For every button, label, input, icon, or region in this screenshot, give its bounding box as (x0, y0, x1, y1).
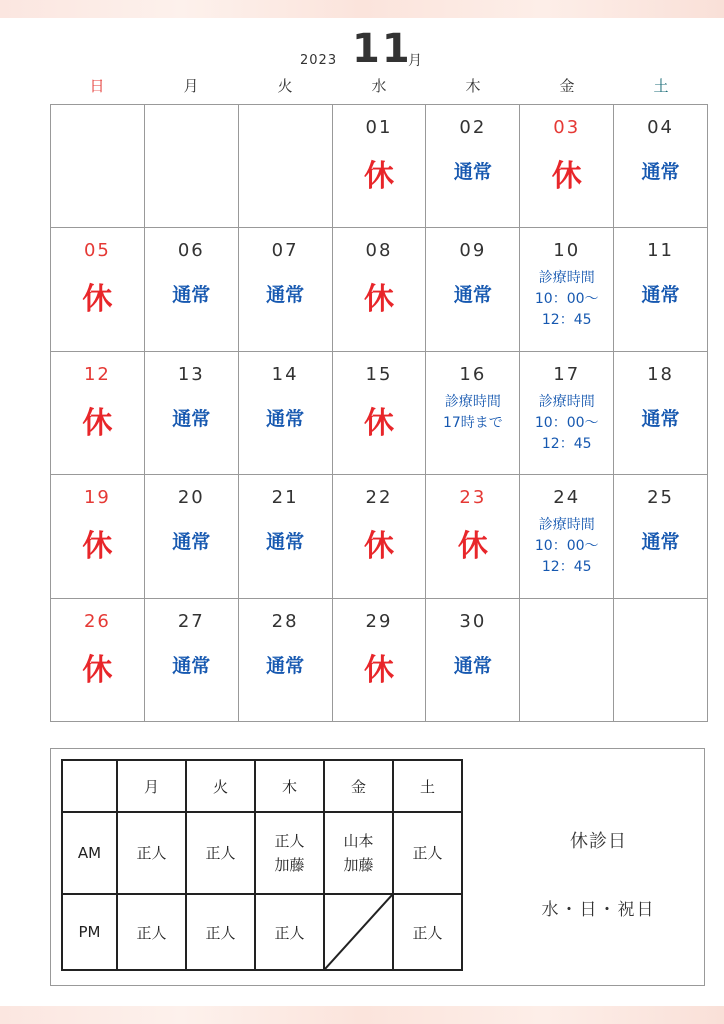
calendar-day-cell (239, 599, 333, 722)
normal-status: 通常 (266, 407, 305, 430)
day-number: 09 (459, 240, 487, 262)
calendar-day-cell (520, 105, 614, 228)
day-number: 19 (83, 487, 111, 509)
special-hours-status: 診療時間 10：00～ 12：45 (534, 393, 599, 452)
calendar-empty-cell (145, 105, 239, 228)
day-number: 30 (459, 610, 487, 632)
doctor-schedule-panel (50, 748, 705, 986)
normal-status: 通常 (641, 407, 680, 430)
normal-status: 通常 (172, 531, 211, 554)
bottom-decor-band (0, 1006, 724, 1024)
closed-days-info (491, 749, 706, 987)
day-number: 05 (83, 240, 111, 262)
closed-status: 休 (82, 529, 113, 565)
day-number: 04 (647, 117, 675, 138)
day-number: 08 (365, 240, 393, 262)
calendar-day-cell (51, 228, 145, 351)
normal-status: 通常 (266, 284, 305, 307)
day-number: 28 (271, 610, 299, 632)
normal-status: 通常 (453, 161, 492, 183)
day-number: 23 (459, 487, 487, 509)
closed-status: 休 (82, 282, 113, 318)
day-number: 20 (177, 487, 205, 509)
calendar-day-cell (520, 475, 614, 598)
weekday-fri: 金 (559, 77, 575, 95)
schedule-corner (62, 760, 117, 812)
calendar-day-cell (51, 352, 145, 475)
calendar-day-cell (145, 228, 239, 351)
title-month: 11 (352, 26, 412, 72)
calendar-day-cell (239, 352, 333, 475)
normal-status: 通常 (641, 161, 680, 183)
special-hours-status: 診療時間 10：00～ 12：45 (534, 270, 599, 329)
normal-status: 通常 (641, 531, 680, 554)
top-decor-band (0, 0, 724, 18)
weekday-sat: 土 (653, 77, 669, 95)
schedule-am-mon: 正人 (117, 812, 186, 894)
closed-status: 休 (363, 405, 394, 441)
closed-status: 休 (551, 159, 582, 194)
weekday-header (50, 75, 708, 99)
schedule-pm-label: PM (62, 894, 117, 970)
normal-status: 通常 (172, 407, 211, 430)
calendar-day-cell (426, 352, 520, 475)
calendar-day-cell (614, 228, 708, 351)
schedule-pm-tue: 正人 (186, 894, 255, 970)
day-number: 07 (271, 240, 299, 262)
calendar-day-cell (614, 352, 708, 475)
day-number: 24 (553, 487, 581, 509)
day-number: 27 (177, 610, 205, 632)
schedule-pm-row (62, 894, 462, 970)
closed-status: 休 (82, 405, 113, 441)
calendar-title (0, 28, 724, 78)
schedule-header-mon: 月 (117, 760, 186, 812)
calendar-day-cell (520, 352, 614, 475)
calendar-empty-cell (51, 105, 145, 228)
day-number: 10 (553, 240, 581, 262)
calendar-day-cell (51, 599, 145, 722)
schedule-pm-mon: 正人 (117, 894, 186, 970)
calendar-day-cell (520, 228, 614, 351)
schedule-am-label: AM (62, 812, 117, 894)
schedule-am-row (62, 812, 462, 894)
calendar-grid (50, 104, 708, 722)
day-number: 22 (365, 487, 393, 509)
schedule-am-sat: 正人 (393, 812, 462, 894)
schedule-am-fri: 山本 加藤 (324, 812, 393, 894)
closed-days-title: 休診日 (570, 831, 627, 852)
weekday-sun: 日 (89, 77, 105, 95)
weekday-wed: 水 (371, 77, 387, 95)
calendar-day-cell (614, 105, 708, 228)
normal-status: 通常 (453, 284, 492, 307)
schedule-header-row (62, 760, 462, 812)
calendar-day-cell (333, 352, 427, 475)
closed-status: 休 (363, 529, 394, 565)
normal-status: 通常 (453, 654, 492, 677)
schedule-header-thu: 木 (255, 760, 324, 812)
calendar-day-cell (333, 228, 427, 351)
calendar-day-cell (51, 475, 145, 598)
special-hours-status: 診療時間 17時まで (442, 393, 503, 431)
doctor-schedule-table (61, 759, 463, 971)
day-number: 26 (83, 610, 111, 632)
schedule-pm-fri-none (324, 894, 393, 970)
calendar-empty-cell (614, 599, 708, 722)
closed-status: 休 (363, 282, 394, 318)
schedule-pm-thu: 正人 (255, 894, 324, 970)
day-number: 02 (459, 117, 487, 138)
calendar-day-cell (239, 475, 333, 598)
calendar-day-cell (145, 352, 239, 475)
day-number: 14 (271, 363, 299, 385)
calendar-day-cell (426, 475, 520, 598)
schedule-header-fri: 金 (324, 760, 393, 812)
day-number: 06 (177, 240, 205, 262)
normal-status: 通常 (266, 654, 305, 677)
diagonal-slash-icon (325, 895, 392, 969)
day-number: 11 (647, 240, 675, 262)
normal-status: 通常 (172, 654, 211, 677)
day-number: 21 (271, 487, 299, 509)
calendar-day-cell (333, 105, 427, 228)
day-number: 15 (365, 363, 393, 385)
day-number: 03 (553, 117, 581, 138)
schedule-am-thu: 正人 加藤 (255, 812, 324, 894)
weekday-thu: 木 (465, 77, 481, 95)
calendar-day-cell (426, 228, 520, 351)
normal-status: 通常 (641, 284, 680, 307)
calendar-day-cell (614, 475, 708, 598)
normal-status: 通常 (266, 531, 305, 554)
calendar-empty-cell (239, 105, 333, 228)
day-number: 01 (365, 117, 393, 138)
calendar-day-cell (426, 105, 520, 228)
title-month-suffix: 月 (408, 53, 422, 69)
calendar-day-cell (145, 475, 239, 598)
closed-status: 休 (82, 652, 113, 688)
title-year: 2023 (300, 53, 338, 68)
normal-status: 通常 (172, 284, 211, 307)
day-number: 13 (177, 363, 205, 385)
day-number: 18 (647, 363, 675, 385)
calendar-empty-cell (520, 599, 614, 722)
weekday-mon: 月 (183, 77, 199, 95)
calendar-day-cell (145, 599, 239, 722)
day-number: 12 (83, 363, 111, 385)
day-number: 16 (459, 363, 487, 385)
calendar-day-cell (333, 475, 427, 598)
day-number: 17 (553, 363, 581, 385)
closed-status: 休 (363, 652, 394, 688)
weekday-tue: 火 (277, 77, 293, 95)
calendar-day-cell (239, 228, 333, 351)
closed-days-list: 水・日・祝日 (541, 900, 656, 920)
schedule-pm-sat: 正人 (393, 894, 462, 970)
day-number: 29 (365, 610, 393, 632)
special-hours-status: 診療時間 10：00～ 12：45 (534, 517, 599, 576)
calendar-day-cell (333, 599, 427, 722)
calendar-day-cell (426, 599, 520, 722)
schedule-header-sat: 土 (393, 760, 462, 812)
closed-status: 休 (457, 529, 488, 565)
schedule-am-tue: 正人 (186, 812, 255, 894)
closed-status: 休 (363, 159, 394, 194)
schedule-header-tue: 火 (186, 760, 255, 812)
day-number: 25 (647, 487, 675, 509)
